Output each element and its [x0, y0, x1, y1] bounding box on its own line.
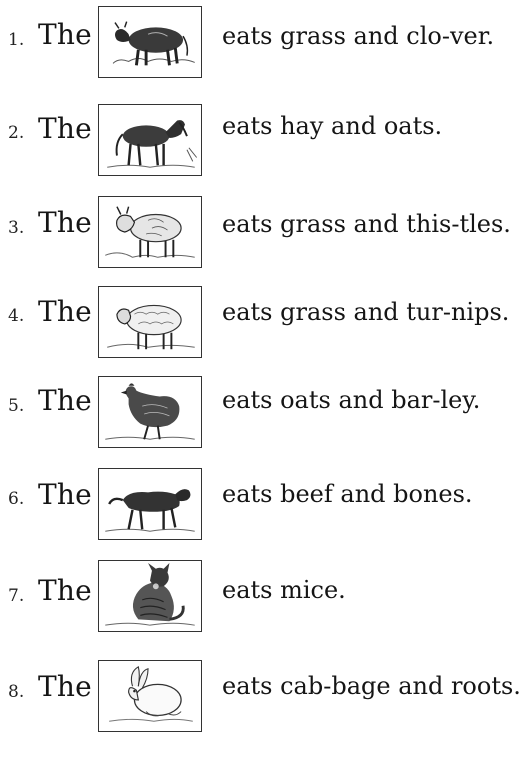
line-number: 1. [8, 30, 25, 50]
rabbit-illustration [98, 660, 202, 732]
article-word: The [38, 295, 92, 328]
article-word: The [38, 384, 92, 417]
article-word: The [38, 478, 92, 511]
line-text: eats grass and tur-nips. [222, 298, 510, 326]
line-number: 4. [8, 306, 25, 326]
article-word: The [38, 574, 92, 607]
reading-line [0, 90, 532, 186]
hen-illustration [98, 376, 202, 448]
reading-line [0, 646, 532, 742]
line-text: eats grass and clo-ver. [222, 22, 495, 50]
article-word: The [38, 206, 92, 239]
article-word: The [38, 112, 92, 145]
goat-illustration [98, 196, 202, 268]
dog-illustration [98, 468, 202, 540]
reading-line [0, 362, 532, 458]
line-number: 2. [8, 123, 25, 143]
line-number: 7. [8, 586, 25, 606]
line-number: 3. [8, 218, 25, 238]
cat-illustration [98, 560, 202, 632]
reading-line [0, 184, 532, 280]
reading-line [0, 456, 532, 552]
sheep-illustration [98, 286, 202, 358]
line-text: eats beef and bones. [222, 480, 473, 508]
line-number: 5. [8, 396, 25, 416]
line-text: eats mice. [222, 576, 346, 604]
line-number: 6. [8, 489, 25, 509]
line-number: 8. [8, 682, 25, 702]
reading-line [0, 552, 532, 648]
reading-line [0, 276, 532, 372]
line-text: eats hay and oats. [222, 112, 443, 140]
reading-line [0, 0, 532, 96]
article-word: The [38, 18, 92, 51]
line-text: eats grass and this-tles. [222, 210, 511, 238]
horse-illustration [98, 104, 202, 176]
line-text: eats cab-bage and roots. [222, 672, 521, 700]
cow-illustration [98, 6, 202, 78]
line-text: eats oats and bar-ley. [222, 386, 481, 414]
article-word: The [38, 670, 92, 703]
